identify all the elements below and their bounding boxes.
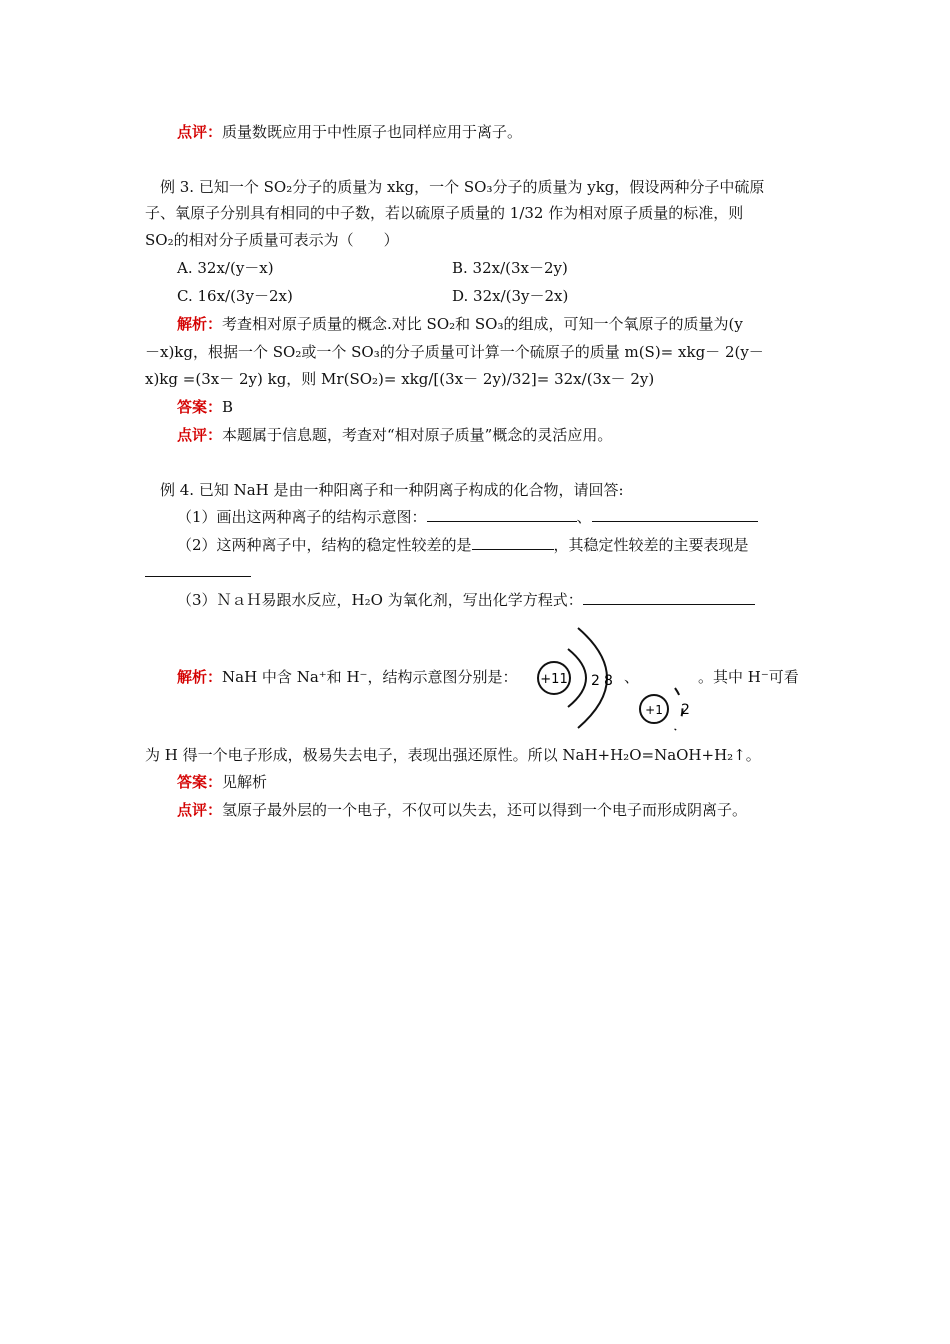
- q1-text: （1）画出这两种离子的结构示意图：: [177, 508, 427, 526]
- analysis-separator: 、: [624, 668, 640, 686]
- example3-question-line2: 子、氧原子分别具有相同的中子数，若以硫原子质量的 1/32 作为相对原子质量的标准，则: [145, 204, 744, 222]
- option-b: B. 32x/(3x－2y): [452, 259, 568, 277]
- h-shell-count: 2: [681, 702, 690, 718]
- example3-analysis-line2: －x)kg，根据一个 SO₂或一个 SO₃的分子质量可计算一个硫原子的质量 m(S)= xkg－ 2(y－: [145, 343, 764, 361]
- comment-text: 氢原子最外层的一个电子，不仅可以失去，还可以得到一个电子而形成阴离子。: [222, 801, 748, 819]
- comment-tag: 点评：: [177, 123, 223, 141]
- answer-tag: 答案：: [177, 398, 223, 416]
- option-a: A. 32x/(y－x): [177, 259, 274, 277]
- analysis-tag: 解析：: [177, 668, 223, 686]
- h-ion-structure-diagram: [638, 682, 698, 732]
- comment-text: 质量数既应用于中性原子也同样应用于离子。: [222, 123, 523, 141]
- answer-text: B: [222, 398, 234, 416]
- na-nucleus-label: +11: [540, 672, 568, 687]
- example4-analysis-line1: [177, 667, 517, 687]
- q2-blank-1[interactable]: [472, 535, 554, 550]
- na-ion-structure-diagram: [534, 618, 614, 730]
- example3-comment: [177, 425, 612, 445]
- example4-analysis-line2: 为 H 得一个电子形成，极易失去电子，表现出强还原性。所以 NaH+H₂O=NaOH+H₂↑。: [145, 746, 761, 764]
- na-shell-2-count: 8: [604, 673, 613, 689]
- example4-question-3: [177, 590, 755, 610]
- q1-blank-2[interactable]: [592, 507, 758, 522]
- na-shell-1-count: 2: [591, 673, 600, 689]
- example3-analysis-line1: [177, 314, 743, 334]
- h-nucleus-label: +1: [645, 703, 663, 717]
- comment-1: [177, 122, 522, 142]
- example3-answer: [177, 397, 233, 417]
- answer-text: 见解析: [222, 773, 268, 791]
- analysis-text-b: 。其中 H⁻可看: [698, 668, 799, 686]
- comment-tag: 点评：: [177, 801, 223, 819]
- example4-question-2-blank-line: [145, 562, 251, 582]
- option-d: D. 32x/(3y－2x): [452, 287, 569, 305]
- q1-separator: 、: [576, 508, 592, 526]
- q1-blank-1[interactable]: [427, 507, 577, 522]
- example4-question-1: [177, 507, 758, 527]
- example3-question-line1: 例 3. 已知一个 SO₂分子的质量为 xkg，一个 SO₃分子的质量为 ykg，假设两种分子中硫原: [160, 178, 765, 196]
- analysis-text-a: NaH 中含 Na⁺和 H⁻，结构示意图分别是：: [222, 668, 518, 686]
- example4-question-2: [177, 535, 749, 555]
- example3-question-line3: SO₂的相对分子质量可表示为（ ）: [145, 231, 399, 249]
- answer-tag: 答案：: [177, 773, 223, 791]
- analysis-tag: 解析：: [177, 315, 223, 333]
- q2-tail: ，其稳定性较差的主要表现是: [553, 536, 749, 554]
- q3-text: （3）ＮａＨ易跟水反应，H₂O 为氧化剂，写出化学方程式：: [177, 591, 583, 609]
- q2-text: （2）这两种离子中，结构的稳定性较差的是: [177, 536, 472, 554]
- analysis-text: 考查相对原子质量的概念.对比 SO₂和 SO₃的组成，可知一个氧原子的质量为(y: [222, 315, 743, 333]
- comment-tag: 点评：: [177, 426, 223, 444]
- comment-text: 本题属于信息题，考查对“相对原子质量”概念的灵活应用。: [222, 426, 613, 444]
- example4-answer: [177, 772, 267, 792]
- q3-blank[interactable]: [583, 590, 755, 605]
- example4-comment: [177, 800, 747, 820]
- example3-analysis-line3: x)kg =(3x－ 2y) kg，则 Mr(SO₂)= xkg/[(3x－ 2y)/32]= 32x/(3x－ 2y): [145, 370, 655, 388]
- q2-blank-2[interactable]: [145, 562, 251, 577]
- option-c: C. 16x/(3y－2x): [177, 287, 293, 305]
- example4-question-line1: 例 4. 已知 NaH 是由一种阳离子和一种阴离子构成的化合物，请回答:: [160, 481, 624, 499]
